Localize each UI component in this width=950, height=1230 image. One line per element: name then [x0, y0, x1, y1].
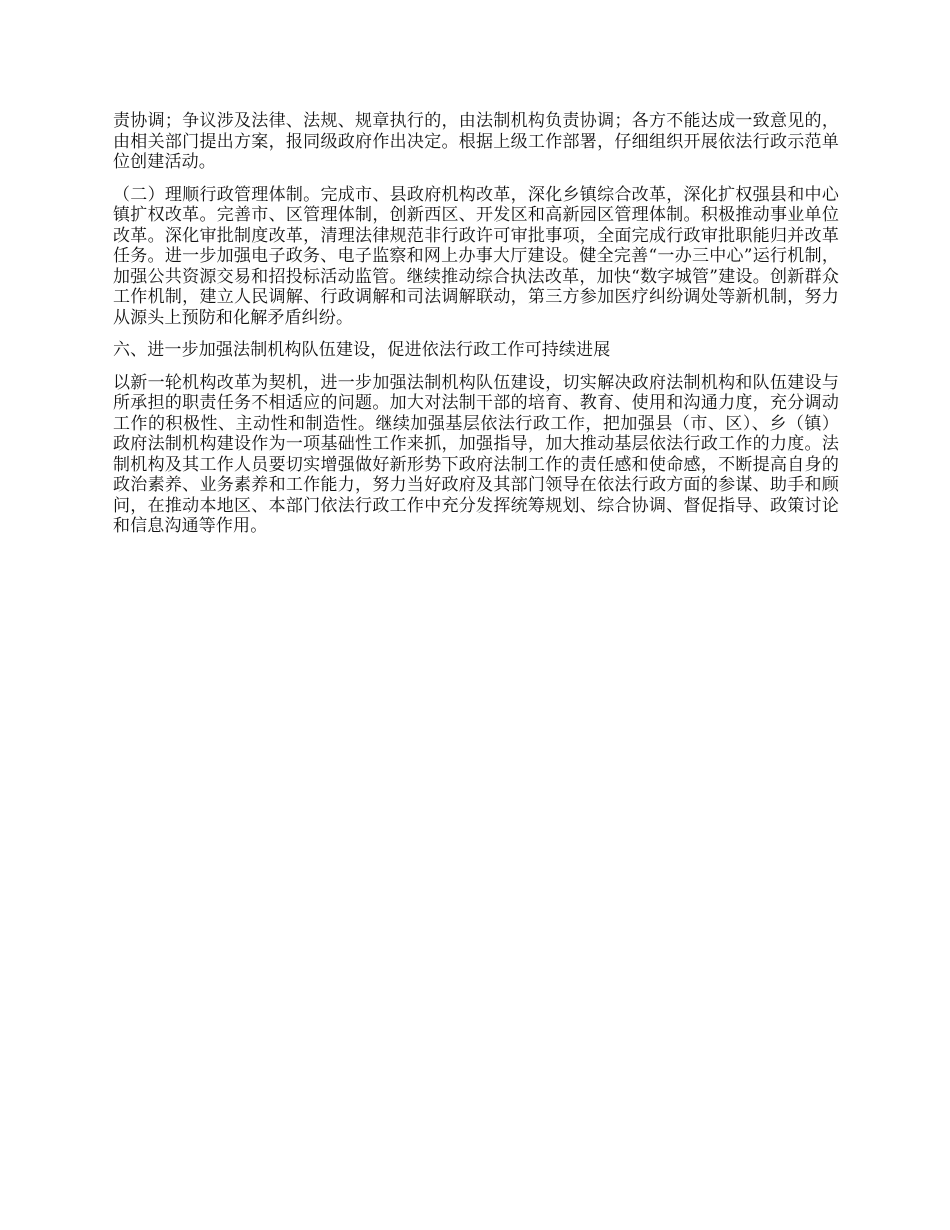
paragraph-administrative-system: （二）理顺行政管理体制。完成市、县政府机构改革，深化乡镇综合改革，深化扩权强县和中心镇扩权改革。完善市、区管理体制，创新西区、开发区和高新园区管理体制。积极推动事业单位改革。深化审批制度改革，清理法律规范非行政许可审批事项，全面完成行政审批职能归并改革任务。进一步加强电子政务、电子监察和网上办事大厅建设。健全完善“一办三中心”运行机制，加强公共资源交易和招投标活动监管。继续推动综合执法改革，加快“数字城管”建设。创新群众工作机制，建立人民调解、行政调解和司法调解联动，第三方参加医疗纠纷调处等新机制，努力从源头上预防和化解矛盾纠纷。 — [113, 184, 839, 328]
paragraph-continuation: 责协调；争议涉及法律、法规、规章执行的，由法制机构负责协调；各方不能达成一致意见的，由相关部门提出方案，报同级政府作出决定。根据上级工作部署，仔细组织开展依法行政示范单位创建活动。 — [113, 111, 839, 172]
paragraph-team-building: 以新一轮机构改革为契机，进一步加强法制机构队伍建设，切实解决政府法制机构和队伍建设与所承担的职责任务不相适应的问题。加大对法制干部的培育、教育、使用和沟通力度，充分调动工作的积极性、主动性和制造性。继续加强基层依法行政工作，把加强县（市、区）、乡（镇）政府法制机构建设作为一项基础性工作来抓，加强指导，加大推动基层依法行政工作的力度。法制机构及其工作人员要切实增强做好新形势下政府法制工作的责任感和使命感，不断提高自身的政治素养、业务素养和工作能力，努力当好政府及其部门领导在依法行政方面的参谋、助手和顾问，在推动本地区、本部门依法行政工作中充分发挥统筹规划、综合协调、督促指导、政策讨论和信息沟通等作用。 — [113, 372, 839, 536]
document-body — [113, 111, 839, 549]
section-heading-six: 六、进一步加强法制机构队伍建设，促进依法行政工作可持续进展 — [113, 340, 611, 360]
